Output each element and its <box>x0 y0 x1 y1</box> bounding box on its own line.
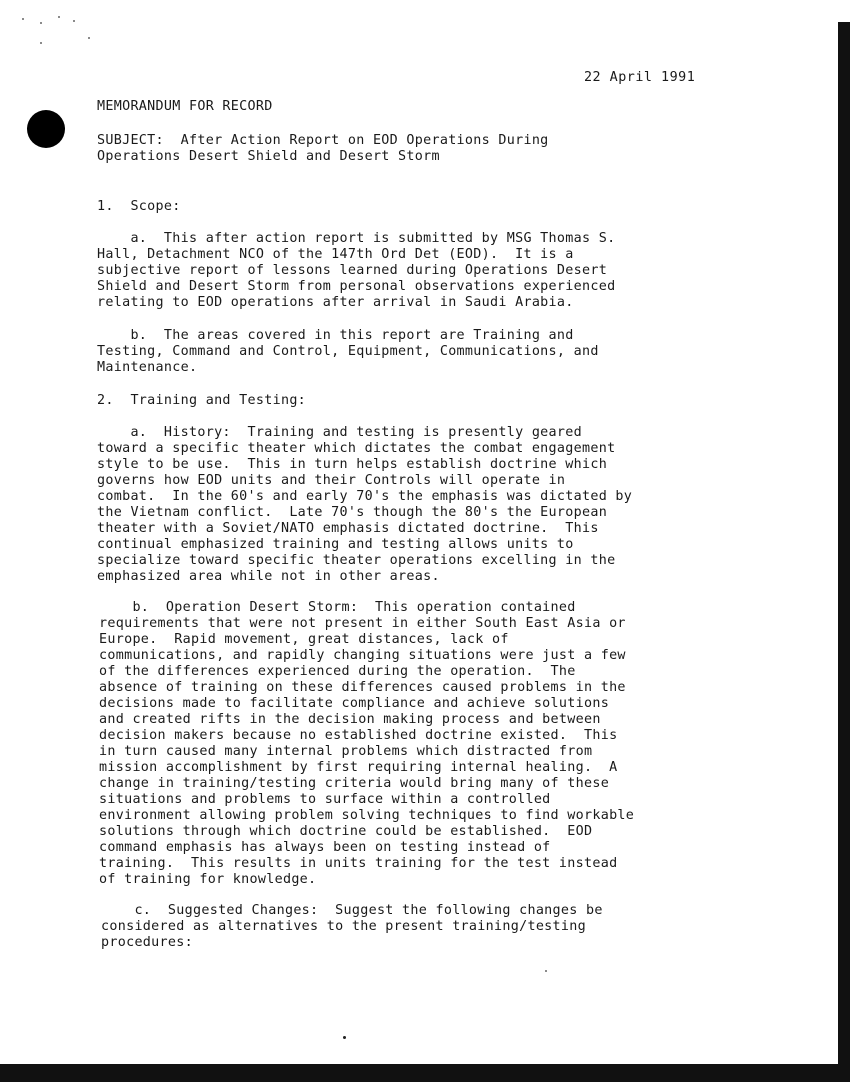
paragraph-line: command emphasis has always been on testing instead of <box>99 840 551 855</box>
paragraph-line: absence of training on these differences caused problems in the <box>99 680 626 695</box>
paragraph-line: decision makers because no established doctrine existed. This <box>99 728 618 743</box>
paragraph-line: of training for knowledge. <box>99 872 317 887</box>
scan-speck <box>40 22 42 24</box>
paragraph-line: Shield and Desert Storm from personal observations experienced <box>97 279 616 294</box>
paragraph-line: subjective report of lessons learned during Operations Desert <box>97 263 608 278</box>
paragraph-line: governs how EOD units and their Controls will operate in <box>97 473 566 488</box>
paragraph-line: mission accomplishment by first requiring internal healing. A <box>99 760 618 775</box>
section-heading-scope: 1. Scope: <box>97 199 181 214</box>
paragraph-line: and created rifts in the decision making process and between <box>99 712 601 727</box>
scan-speck <box>40 42 42 44</box>
paragraph-line: a. This after action report is submitted by MSG Thomas S. <box>97 231 616 246</box>
scan-speck <box>343 1036 346 1039</box>
paragraph-line: b. The areas covered in this report are Training and <box>97 328 574 343</box>
paragraph-line: Testing, Command and Control, Equipment, Communications, and <box>97 344 599 359</box>
paragraph-line: decisions made to facilitate compliance and achieve solutions <box>99 696 610 711</box>
scan-edge-bottom <box>0 1064 850 1082</box>
paragraph-line: theater with a Soviet/NATO emphasis dictated doctrine. This <box>97 521 599 536</box>
subject-line: SUBJECT: After Action Report on EOD Operations During <box>97 133 549 148</box>
paragraph-line: environment allowing problem solving techniques to find workable <box>99 808 635 823</box>
paragraph-line: a. History: Training and testing is presently geared <box>97 425 582 440</box>
paragraph-line: training. This results in units training for the test instead <box>99 856 618 871</box>
paragraph-line: Maintenance. <box>97 360 198 375</box>
paragraph-line: considered as alternatives to the present training/testing <box>101 919 586 934</box>
paragraph-line: situations and problems to surface within a controlled <box>99 792 551 807</box>
scan-speck <box>545 970 547 972</box>
punch-hole-icon <box>27 110 65 148</box>
memo-title: MEMORANDUM FOR RECORD <box>97 99 273 114</box>
paragraph-line: c. Suggested Changes: Suggest the following changes be <box>101 903 603 918</box>
paragraph-line: toward a specific theater which dictates the combat engagement <box>97 441 616 456</box>
paragraph-line: in turn caused many internal problems which distracted from <box>99 744 593 759</box>
paragraph-line: solutions through which doctrine could be established. EOD <box>99 824 593 839</box>
scan-edge-right <box>838 22 850 1082</box>
paragraph-line: emphasized area while not in other areas. <box>97 569 440 584</box>
paragraph-line: style to be use. This in turn helps establish doctrine which <box>97 457 608 472</box>
paragraph-line: b. Operation Desert Storm: This operation contained <box>99 600 576 615</box>
paragraph-line: Europe. Rapid movement, great distances, lack of <box>99 632 509 647</box>
paragraph-line: specialize toward specific theater operations excelling in the <box>97 553 616 568</box>
paragraph-line: change in training/testing criteria would bring many of these <box>99 776 610 791</box>
paragraph-line: of the differences experienced during the operation. The <box>99 664 576 679</box>
paragraph-line: continual emphasized training and testing allows units to <box>97 537 574 552</box>
subject-line: Operations Desert Shield and Desert Storm <box>97 149 440 164</box>
paragraph-line: the Vietnam conflict. Late 70's though the 80's the European <box>97 505 608 520</box>
paragraph-line: Hall, Detachment NCO of the 147th Ord Det (EOD). It is a <box>97 247 574 262</box>
paragraph-line: communications, and rapidly changing situations were just a few <box>99 648 626 663</box>
paragraph-line: relating to EOD operations after arrival in Saudi Arabia. <box>97 295 574 310</box>
scan-speck <box>73 20 75 22</box>
paragraph-line: combat. In the 60's and early 70's the emphasis was dictated by <box>97 489 633 504</box>
paragraph-line: requirements that were not present in either South East Asia or <box>99 616 626 631</box>
section-heading-training: 2. Training and Testing: <box>97 393 307 408</box>
scan-speck <box>88 37 90 39</box>
paragraph-line: procedures: <box>101 935 193 950</box>
scan-speck <box>22 18 24 20</box>
scan-speck <box>58 16 60 18</box>
memo-date: 22 April 1991 <box>584 70 696 85</box>
